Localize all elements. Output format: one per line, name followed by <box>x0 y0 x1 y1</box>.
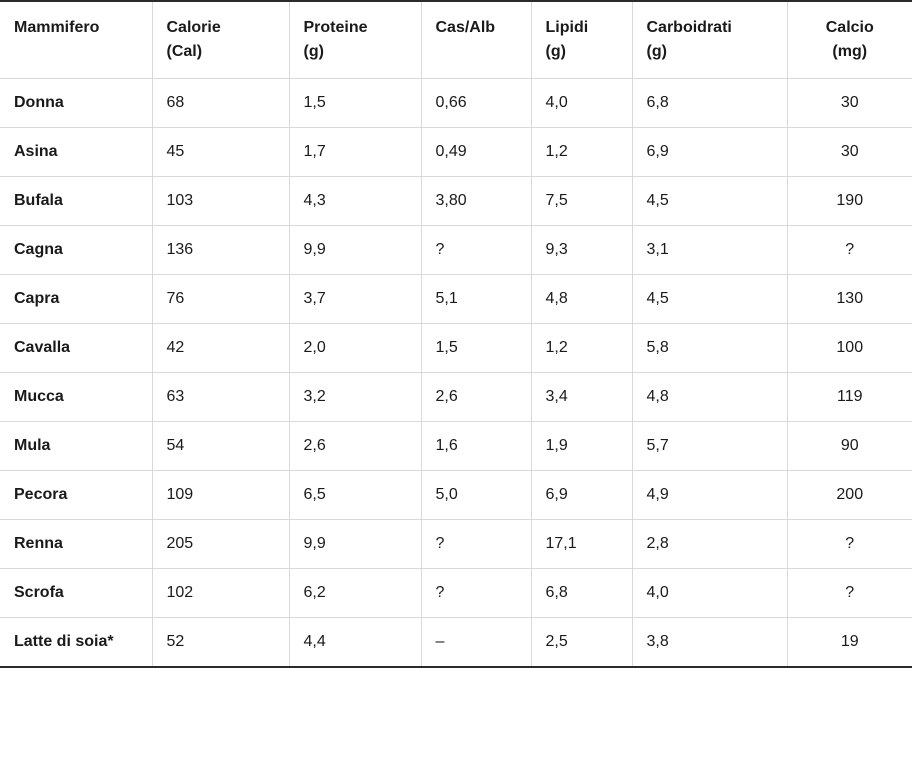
table-row <box>0 79 912 128</box>
table-row <box>0 177 912 226</box>
row-label: Latte di soia* <box>0 618 152 668</box>
cell-cas-alb: 1,5 <box>421 324 531 373</box>
cell-carboidrati: 6,9 <box>632 128 787 177</box>
cell-proteine: 4,3 <box>289 177 421 226</box>
cell-carboidrati: 3,8 <box>632 618 787 668</box>
cell-carboidrati: 2,8 <box>632 520 787 569</box>
column-header-line1: Carboidrati <box>646 19 732 36</box>
cell-calcio: 30 <box>787 128 912 177</box>
cell-lipidi: 4,0 <box>531 79 632 128</box>
cell-calcio: 119 <box>787 373 912 422</box>
cell-calorie: 52 <box>152 618 289 668</box>
cell-cas-alb: – <box>421 618 531 668</box>
cell-carboidrati: 6,8 <box>632 79 787 128</box>
cell-lipidi: 4,8 <box>531 275 632 324</box>
cell-calorie: 45 <box>152 128 289 177</box>
cell-lipidi: 1,2 <box>531 324 632 373</box>
cell-carboidrati: 3,1 <box>632 226 787 275</box>
cell-calcio: ? <box>787 520 912 569</box>
cell-proteine: 6,2 <box>289 569 421 618</box>
table-row <box>0 324 912 373</box>
cell-proteine: 3,2 <box>289 373 421 422</box>
cell-cas-alb: 3,80 <box>421 177 531 226</box>
cell-calcio: 30 <box>787 79 912 128</box>
cell-cas-alb: 0,49 <box>421 128 531 177</box>
cell-lipidi: 7,5 <box>531 177 632 226</box>
column-header-line1: Calcio <box>825 19 874 36</box>
cell-lipidi: 1,9 <box>531 422 632 471</box>
table-header-row <box>0 1 912 79</box>
cell-cas-alb: 2,6 <box>421 373 531 422</box>
column-header-cas-alb <box>421 1 531 79</box>
cell-carboidrati: 5,7 <box>632 422 787 471</box>
cell-carboidrati: 4,0 <box>632 569 787 618</box>
cell-cas-alb: 1,6 <box>421 422 531 471</box>
column-header-line1: Lipidi <box>545 19 589 36</box>
cell-cas-alb: ? <box>421 569 531 618</box>
cell-cas-alb: 5,1 <box>421 275 531 324</box>
cell-cas-alb: 5,0 <box>421 471 531 520</box>
column-header-mammifero <box>0 1 152 79</box>
cell-lipidi: 6,9 <box>531 471 632 520</box>
column-header-carboidrati <box>632 1 787 79</box>
column-header-line1: Cas/Alb <box>435 19 496 36</box>
column-header-lipidi <box>531 1 632 79</box>
cell-calorie: 54 <box>152 422 289 471</box>
cell-calorie: 68 <box>152 79 289 128</box>
row-label: Capra <box>0 275 152 324</box>
table-row <box>0 618 912 668</box>
table-row <box>0 226 912 275</box>
cell-lipidi: 9,3 <box>531 226 632 275</box>
table-row <box>0 471 912 520</box>
table-row <box>0 128 912 177</box>
cell-calorie: 42 <box>152 324 289 373</box>
cell-proteine: 2,6 <box>289 422 421 471</box>
table-row <box>0 373 912 422</box>
cell-calcio: 130 <box>787 275 912 324</box>
cell-calcio: ? <box>787 569 912 618</box>
column-header-calcio <box>787 1 912 79</box>
cell-calorie: 103 <box>152 177 289 226</box>
column-header-line2: (Cal) <box>166 43 203 60</box>
column-header-line2: (g) <box>646 43 667 60</box>
cell-proteine: 6,5 <box>289 471 421 520</box>
cell-carboidrati: 4,8 <box>632 373 787 422</box>
table-body <box>0 79 912 668</box>
cell-calcio: 100 <box>787 324 912 373</box>
cell-calcio: 190 <box>787 177 912 226</box>
cell-proteine: 4,4 <box>289 618 421 668</box>
row-label: Mula <box>0 422 152 471</box>
cell-calorie: 76 <box>152 275 289 324</box>
table-header <box>0 1 912 79</box>
column-header-line1: Calorie <box>166 19 221 36</box>
cell-carboidrati: 4,9 <box>632 471 787 520</box>
cell-cas-alb: 0,66 <box>421 79 531 128</box>
row-label: Donna <box>0 79 152 128</box>
cell-cas-alb: ? <box>421 520 531 569</box>
table-row <box>0 275 912 324</box>
cell-lipidi: 2,5 <box>531 618 632 668</box>
cell-calorie: 205 <box>152 520 289 569</box>
table-row <box>0 520 912 569</box>
column-header-line1: Proteine <box>303 19 368 36</box>
cell-calcio: ? <box>787 226 912 275</box>
cell-proteine: 2,0 <box>289 324 421 373</box>
table-row <box>0 569 912 618</box>
cell-calorie: 109 <box>152 471 289 520</box>
row-label: Scrofa <box>0 569 152 618</box>
row-label: Cagna <box>0 226 152 275</box>
cell-cas-alb: ? <box>421 226 531 275</box>
cell-lipidi: 3,4 <box>531 373 632 422</box>
cell-carboidrati: 5,8 <box>632 324 787 373</box>
cell-calcio: 19 <box>787 618 912 668</box>
cell-calcio: 90 <box>787 422 912 471</box>
column-header-proteine <box>289 1 421 79</box>
row-label: Bufala <box>0 177 152 226</box>
column-header-line1: Mammifero <box>14 19 100 36</box>
column-header-line2: (g) <box>303 43 324 60</box>
table-row <box>0 422 912 471</box>
cell-proteine: 9,9 <box>289 520 421 569</box>
row-label: Cavalla <box>0 324 152 373</box>
row-label: Mucca <box>0 373 152 422</box>
cell-lipidi: 1,2 <box>531 128 632 177</box>
cell-carboidrati: 4,5 <box>632 275 787 324</box>
cell-calorie: 63 <box>152 373 289 422</box>
column-header-line2: (g) <box>545 43 566 60</box>
cell-lipidi: 17,1 <box>531 520 632 569</box>
column-header-line2: (mg) <box>832 43 868 60</box>
cell-carboidrati: 4,5 <box>632 177 787 226</box>
row-label: Renna <box>0 520 152 569</box>
cell-calorie: 102 <box>152 569 289 618</box>
row-label: Pecora <box>0 471 152 520</box>
cell-calorie: 136 <box>152 226 289 275</box>
cell-proteine: 3,7 <box>289 275 421 324</box>
cell-proteine: 1,5 <box>289 79 421 128</box>
cell-proteine: 1,7 <box>289 128 421 177</box>
cell-proteine: 9,9 <box>289 226 421 275</box>
row-label: Asina <box>0 128 152 177</box>
cell-calcio: 200 <box>787 471 912 520</box>
cell-lipidi: 6,8 <box>531 569 632 618</box>
column-header-calorie <box>152 1 289 79</box>
